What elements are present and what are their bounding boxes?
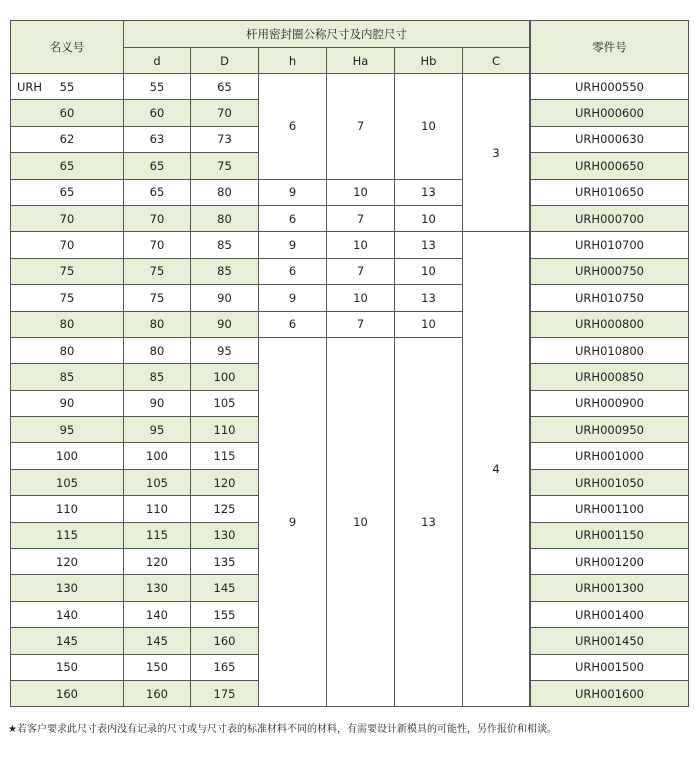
cell-d: 130 [124,575,191,601]
header-d: d [124,48,191,74]
cell-Hb: 10 [395,74,463,180]
cell-Hb: 10 [395,205,463,231]
cell-D: 95 [191,337,259,363]
cell-h: 9 [259,285,327,311]
table-row [11,258,689,284]
cell-d: 65 [124,153,191,179]
cell-Hb: 10 [395,258,463,284]
cell-C: 3 [463,74,530,232]
cell-d: 160 [124,680,191,706]
cell-part-number: URH001100 [531,496,689,522]
cell-nominal [11,179,124,205]
cell-D: 160 [191,628,259,654]
cell-part-number: URH000550 [531,74,689,100]
cell-nominal [11,285,124,311]
cell-D: 130 [191,522,259,548]
nominal-value: 160 [56,686,78,701]
cell-D: 115 [191,443,259,469]
header-Hb: Hb [395,48,463,74]
table-row [11,74,689,100]
cell-d: 55 [124,74,191,100]
cell-part-number: URH010650 [531,179,689,205]
cell-nominal [11,443,124,469]
cell-Hb: 10 [395,311,463,337]
cell-h: 9 [259,179,327,205]
cell-Hb: 13 [395,232,463,258]
cell-D: 80 [191,179,259,205]
nominal-value: 105 [56,475,78,490]
nominal-value: 90 [59,396,75,411]
cell-part-number: URH000900 [531,390,689,416]
cell-nominal [11,337,124,363]
cell-part-number: URH000650 [531,153,689,179]
cell-part-number: URH000850 [531,364,689,390]
cell-d: 85 [124,364,191,390]
nominal-value: 85 [59,369,75,384]
cell-part-number: URH001400 [531,601,689,627]
footnote: ★若客户要求此尺寸表内没有记录的尺寸或与尺寸表的标准材料不同的材料，有需要设计新模具的可能性，另作报价和相谈。 [8,724,557,735]
cell-D: 73 [191,126,259,152]
nominal-value: 65 [59,185,75,200]
cell-nominal [11,575,124,601]
cell-D: 165 [191,654,259,680]
cell-part-number: URH000600 [531,100,689,126]
table-row [11,285,689,311]
table-row [11,337,689,363]
cell-d: 140 [124,601,191,627]
cell-nominal [11,232,124,258]
header-h: h [259,48,327,74]
cell-part-number: URH001450 [531,628,689,654]
table-row [11,311,689,337]
cell-Ha: 7 [327,311,395,337]
cell-d: 75 [124,285,191,311]
cell-D: 120 [191,469,259,495]
cell-d: 80 [124,337,191,363]
cell-nominal [11,258,124,284]
cell-part-number: URH001150 [531,522,689,548]
cell-nominal [11,654,124,680]
cell-part-number: URH000950 [531,417,689,443]
header-D: D [191,48,259,74]
nominal-value: 80 [59,317,75,332]
cell-nominal [11,549,124,575]
cell-nominal [11,205,124,231]
cell-part-number: URH001000 [531,443,689,469]
cell-D: 90 [191,285,259,311]
cell-Ha: 7 [327,258,395,284]
cell-d: 60 [124,100,191,126]
nominal-value: 130 [56,581,78,596]
cell-D: 155 [191,601,259,627]
cell-d: 95 [124,417,191,443]
nominal-value: 80 [59,343,75,358]
cell-D: 135 [191,549,259,575]
cell-C: 4 [463,232,530,707]
cell-part-number: URH001500 [531,654,689,680]
table-row [11,205,689,231]
cell-D: 70 [191,100,259,126]
header-C: C [463,48,530,74]
cell-d: 115 [124,522,191,548]
cell-Hb: 13 [395,285,463,311]
nominal-value: 150 [56,660,78,675]
cell-d: 63 [124,126,191,152]
nominal-value: 110 [56,501,78,516]
cell-part-number: URH010750 [531,285,689,311]
cell-Ha: 10 [327,337,395,706]
table-body [11,74,689,707]
cell-d: 110 [124,496,191,522]
cell-d: 105 [124,469,191,495]
header-Ha: Ha [327,48,395,74]
cell-h: 6 [259,311,327,337]
header-part-number: 零件号 [531,21,689,74]
nominal-value: 70 [59,211,75,226]
cell-h: 6 [259,74,327,180]
cell-part-number: URH001300 [531,575,689,601]
cell-h: 6 [259,258,327,284]
cell-d: 80 [124,311,191,337]
nominal-value: 140 [56,607,78,622]
cell-D: 145 [191,575,259,601]
cell-nominal [11,153,124,179]
cell-part-number: URH010700 [531,232,689,258]
cell-nominal [11,311,124,337]
cell-Ha: 10 [327,232,395,258]
nominal-value: 95 [59,422,75,437]
nominal-value: 75 [59,290,75,305]
cell-h: 6 [259,205,327,231]
cell-nominal [11,364,124,390]
cell-nominal [11,496,124,522]
cell-nominal [11,601,124,627]
cell-part-number: URH000750 [531,258,689,284]
nominal-value: 120 [56,554,78,569]
cell-nominal [11,680,124,706]
nominal-value: 100 [56,449,78,464]
cell-Hb: 13 [395,179,463,205]
cell-part-number: URH010800 [531,337,689,363]
cell-d: 120 [124,549,191,575]
cell-part-number: URH001200 [531,549,689,575]
cell-part-number: URH000700 [531,205,689,231]
cell-Ha: 10 [327,179,395,205]
cell-nominal [11,390,124,416]
cell-D: 80 [191,205,259,231]
cell-D: 175 [191,680,259,706]
cell-nominal [11,469,124,495]
cell-part-number: URH000800 [531,311,689,337]
cell-nominal [11,522,124,548]
cell-part-number: URH000630 [531,126,689,152]
cell-D: 75 [191,153,259,179]
nominal-value: 115 [56,528,78,543]
cell-D: 105 [191,390,259,416]
cell-d: 145 [124,628,191,654]
cell-D: 85 [191,258,259,284]
header-dimension-group: 杆用密封圈公称尺寸及内腔尺寸 [124,21,530,48]
cell-d: 75 [124,258,191,284]
nominal-value: 145 [56,633,78,648]
cell-h: 9 [259,337,327,706]
cell-nominal [11,126,124,152]
header-nominal: 名义号 [11,21,124,74]
cell-d: 70 [124,205,191,231]
nominal-value: 75 [59,264,75,279]
cell-D: 90 [191,311,259,337]
cell-D: 85 [191,232,259,258]
cell-Ha: 10 [327,285,395,311]
cell-d: 150 [124,654,191,680]
nominal-value: 60 [59,106,75,121]
cell-part-number: URH001600 [531,680,689,706]
nominal-value: 65 [59,158,75,173]
cell-Ha: 7 [327,74,395,180]
cell-d: 70 [124,232,191,258]
cell-Ha: 7 [327,205,395,231]
cell-nominal [11,628,124,654]
cell-D: 125 [191,496,259,522]
table-row [11,179,689,205]
cell-nominal [11,74,124,100]
cell-D: 100 [191,364,259,390]
cell-nominal [11,100,124,126]
cell-Hb: 13 [395,337,463,706]
cell-d: 100 [124,443,191,469]
cell-D: 65 [191,74,259,100]
series-prefix: URH [17,79,43,94]
seal-dimension-table [10,20,689,707]
nominal-value: 62 [59,132,75,147]
cell-d: 90 [124,390,191,416]
nominal-value: 70 [59,238,75,253]
cell-part-number: URH001050 [531,469,689,495]
cell-nominal [11,417,124,443]
table-row [11,232,689,258]
nominal-value: 55 [59,79,75,94]
cell-D: 110 [191,417,259,443]
cell-h: 9 [259,232,327,258]
cell-d: 65 [124,179,191,205]
